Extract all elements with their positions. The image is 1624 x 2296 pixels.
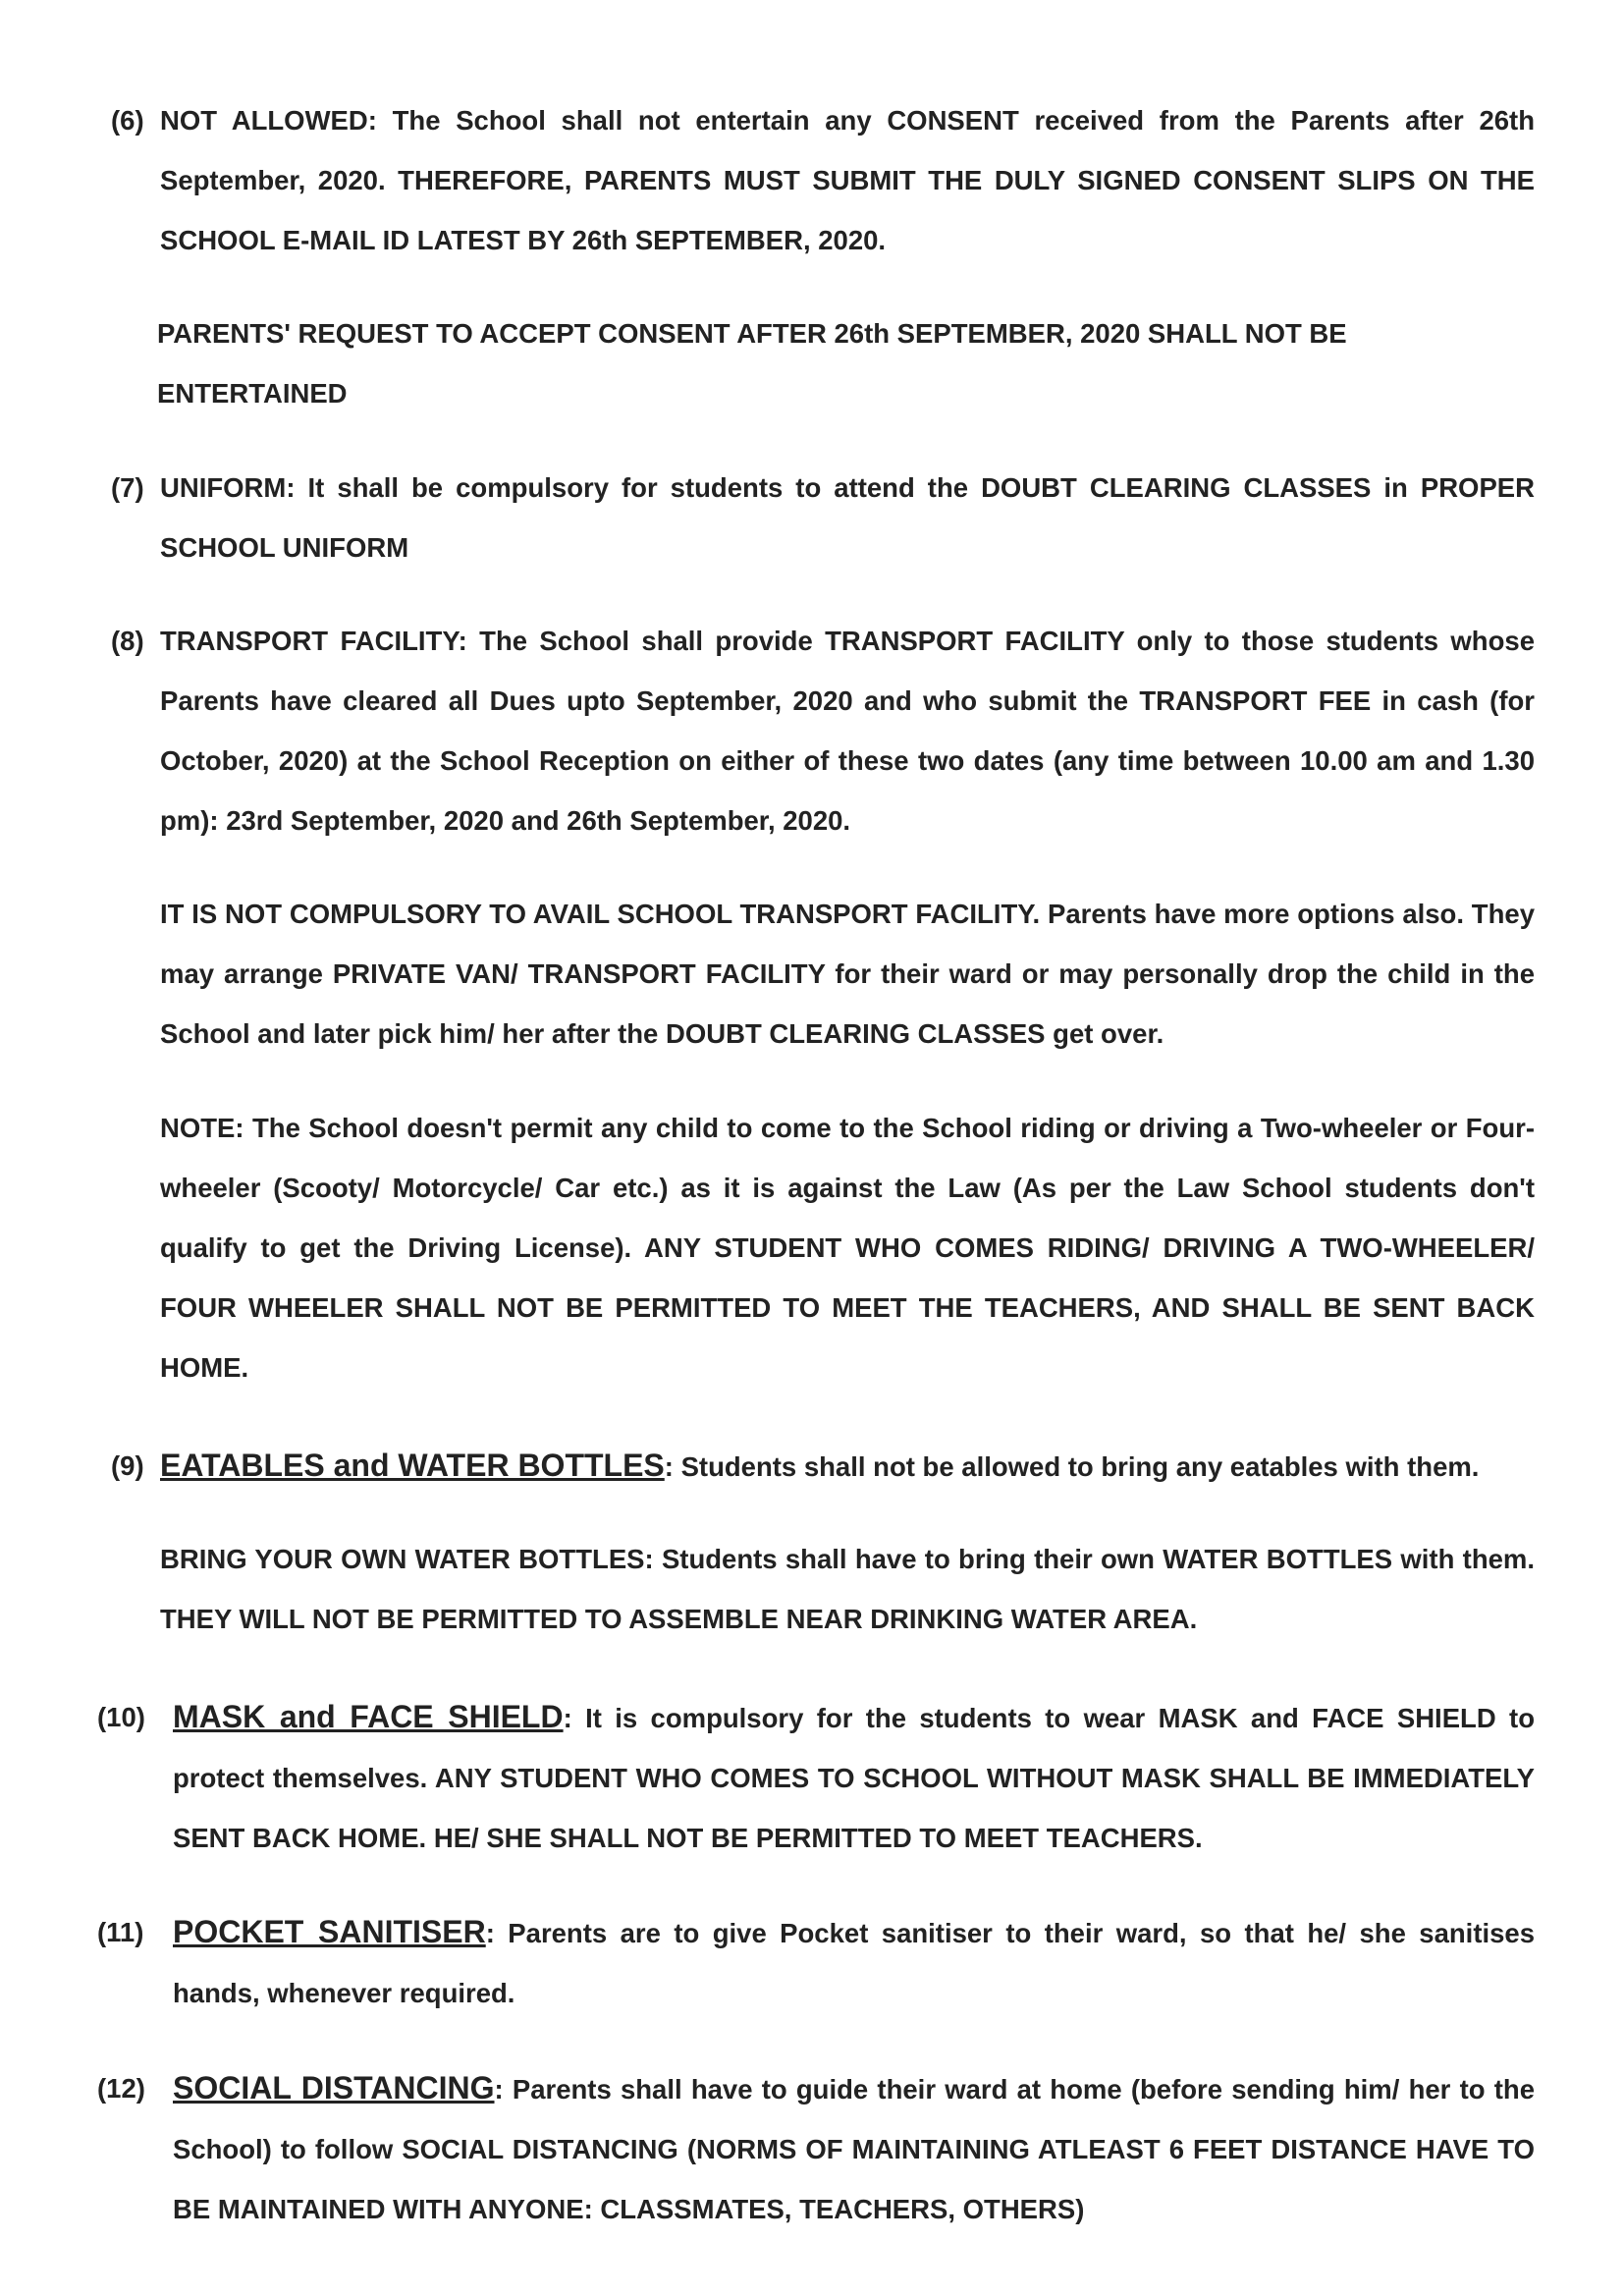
item-10-text (173, 1687, 1535, 1868)
item-9-number: (9) (111, 1450, 144, 1481)
item-10-body: : It is compulsory for the students to wear MASK and FACE SHIELD to protect themselves. ANY STUDENT WHO COMES TO SCHOOL WITHOUT MASK SHALL BE IMMEDIATELY SENT BACK HOME. HE/ SHE SHALL NOT BE PERMITTED TO MEET TEACHERS. (173, 1703, 1535, 1853)
item-6-number: (6) (111, 105, 144, 136)
item-12-text (173, 2058, 1535, 2239)
item-8-text: TRANSPORT FACILITY: The School shall provide TRANSPORT FACILITY only to those students whose Parents have cleared all Dues upto September, 2020 and who submit the TRANSPORT FEE in cash (for October, 2020) at the School Reception on either of these two dates (any time between 10.00 am and 1.30 pm): 23rd September, 2020 and 26th September, 2020. (160, 626, 1535, 836)
item-12-body: : Parents shall have to guide their ward at home (before sending him/ her to the School) to follow SOCIAL DISTANCING (NORMS OF MAINTAINING ATLEAST 6 FEET DISTANCE HAVE TO BE MAINTAINED WITH ANYONE: CLASSMATES, TEACHERS, OTHERS) (173, 2074, 1536, 2224)
item-6-text: NOT ALLOWED: The School shall not entertain any CONSENT received from the Parents after 26th September, 2020. THEREFORE, PARENTS MUST SUBMIT THE DULY SIGNED CONSENT SLIPS ON THE SCHOOL E-MAIL ID LATEST BY 26th SEPTEMBER, 2020. (160, 105, 1535, 255)
item-7-text: UNIFORM: It shall be compulsory for students to attend the DOUBT CLEARING CLASSES in PROPER SCHOOL UNIFORM (160, 472, 1535, 563)
item-10-number: (10) (97, 1702, 145, 1732)
item-10-heading: MASK and FACE SHIELD (173, 1699, 564, 1734)
item-7-number: (7) (111, 472, 144, 503)
item-9-heading: EATABLES and WATER BOTTLES (160, 1448, 665, 1483)
item-12-heading: SOCIAL DISTANCING (173, 2070, 495, 2105)
item-9-text (160, 1436, 1535, 1497)
item-12-number: (12) (97, 2073, 145, 2104)
item-11-text (173, 1902, 1535, 2023)
item-8-subtext-2: NOTE: The School doesn't permit any child to come to the School riding or driving a Two-wheeler or Four-wheeler (Scooty/ Motorcycle/ Car etc.) as it is against the Law (As per the Law School students don't qualify to get the Driving License). ANY STUDENT WHO COMES RIDING/ DRIVING A TWO-WHEELER/ FOUR WHEELER SHALL NOT BE PERMITTED TO MEET THE TEACHERS, AND SHALL BE SENT BACK HOME. (160, 1113, 1535, 1383)
item-11-heading: POCKET SANITISER (173, 1914, 486, 1949)
item-6-subtext: PARENTS' REQUEST TO ACCEPT CONSENT AFTER 26th SEPTEMBER, 2020 SHALL NOT BE ENTERTAINED (157, 318, 1347, 409)
item-11-number: (11) (97, 1917, 144, 1947)
item-11-body: : Parents are to give Pocket sanitiser to their ward, so that he/ she sanitises hands, whenever required. (173, 1918, 1536, 2008)
item-9-body: : Students shall not be allowed to bring any eatables with them. (664, 1451, 1480, 1482)
item-8-number: (8) (111, 626, 144, 656)
item-9-subtext: BRING YOUR OWN WATER BOTTLES: Students shall have to bring their own WATER BOTTLES with them. THEY WILL NOT BE PERMITTED TO ASSEMBLE NEAR DRINKING WATER AREA. (160, 1544, 1535, 1634)
item-8-subtext-1: IT IS NOT COMPULSORY TO AVAIL SCHOOL TRANSPORT FACILITY. Parents have more options also. They may arrange PRIVATE VAN/ TRANSPORT FACILITY for their ward or may personally drop the child in the School and later pick him/ her after the DOUBT CLEARING CLASSES get over. (160, 899, 1535, 1049)
